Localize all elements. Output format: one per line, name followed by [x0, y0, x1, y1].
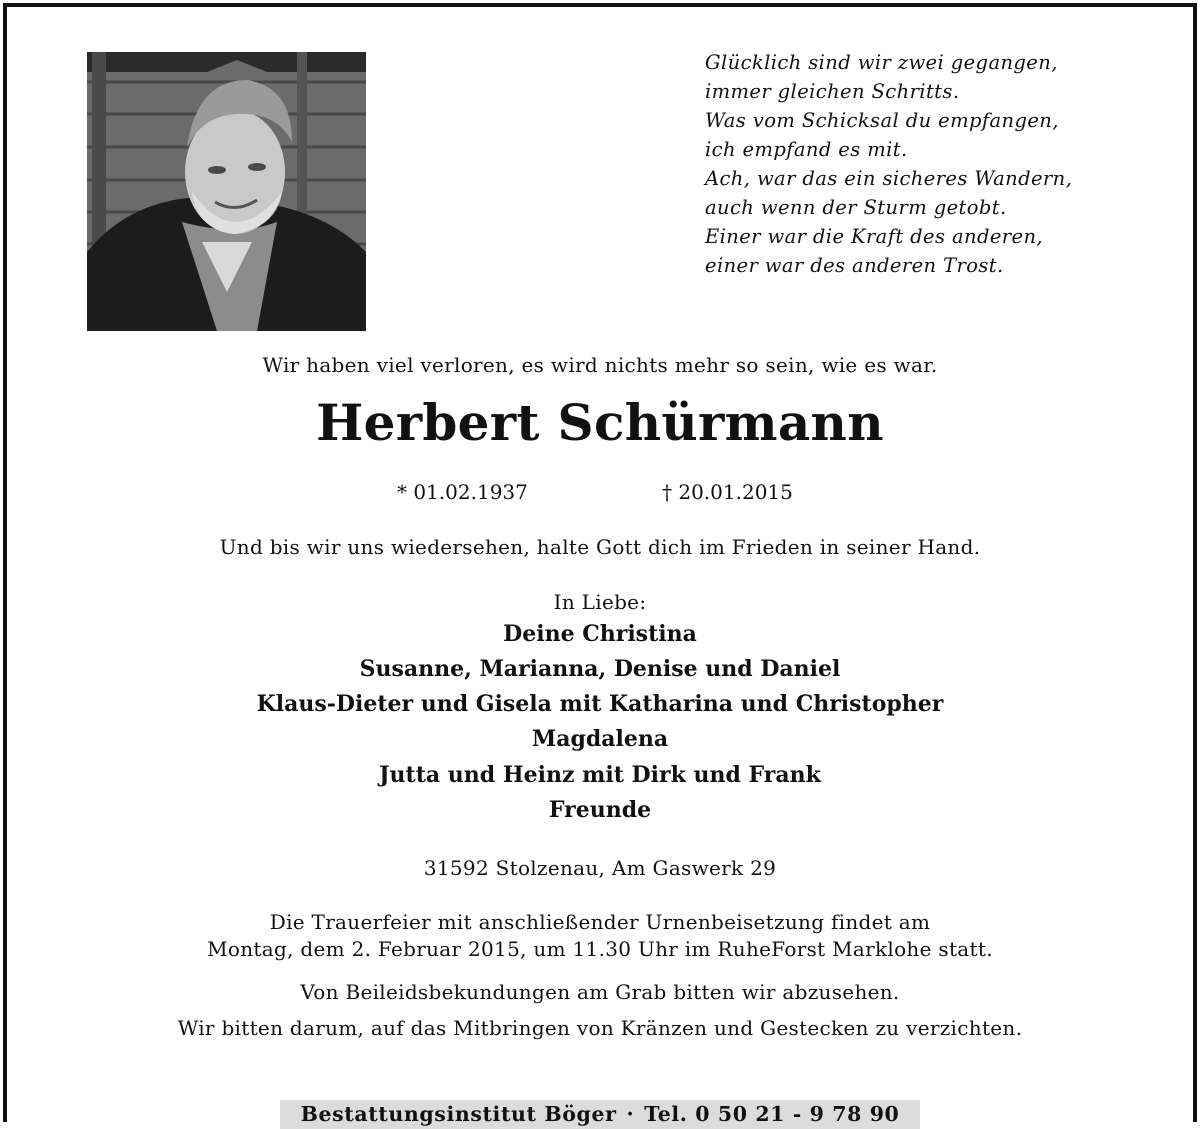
intro-text: Wir haben viel verloren, es wird nichts mehr so sein, wie es war.	[262, 353, 938, 377]
footer-separator: ·	[626, 1102, 635, 1126]
portrait-photo	[87, 52, 366, 331]
ceremony-line: Die Trauerfeier mit anschließender Urnenbeisetzung findet am	[269, 910, 931, 934]
poem-line: Ach, war das ein sicheres Wandern,	[705, 167, 1073, 190]
mourner-line: Freunde	[548, 797, 652, 823]
mourner-line: Klaus-Dieter und Gisela mit Katharina und Christopher	[256, 691, 944, 717]
birth-date: * 01.02.1937	[397, 480, 528, 504]
poem-line: immer gleichen Schritts.	[705, 80, 960, 103]
mourner-line: Jutta und Heinz mit Dirk und Frank	[379, 762, 821, 788]
funeral-home-name: Bestattungsinstitut Böger	[300, 1102, 617, 1126]
mourner-line: Magdalena	[531, 726, 669, 752]
mourners-label: In Liebe:	[553, 590, 647, 614]
condolence-note: Von Beileidsbekundungen am Grab bitten wir abzusehen.	[300, 980, 900, 1004]
poem-line: einer war des anderen Trost.	[705, 254, 1004, 277]
deceased-name: Herbert Schürmann	[316, 393, 884, 452]
poem-line: ich empfand es mit.	[705, 138, 908, 161]
death-date: † 20.01.2015	[662, 480, 793, 504]
wreath-note: Wir bitten darum, auf das Mitbringen von Kränzen und Gestecken zu verzichten.	[177, 1016, 1023, 1040]
poem-line: Einer war die Kraft des anderen,	[705, 225, 1044, 248]
funeral-home-phone: Tel. 0 50 21 - 9 78 90	[644, 1102, 900, 1126]
funeral-home-bar	[280, 1100, 920, 1129]
ceremony-line: Montag, dem 2. Februar 2015, um 11.30 Uhr im RuheForst Marklohe statt.	[207, 937, 993, 961]
poem-line: Was vom Schicksal du empfangen,	[705, 109, 1059, 132]
poem-line: Glücklich sind wir zwei gegangen,	[705, 51, 1058, 74]
poem	[705, 48, 1165, 280]
portrait-image	[87, 52, 366, 331]
farewell-text: Und bis wir uns wiedersehen, halte Gott dich im Frieden in seiner Hand.	[219, 535, 981, 559]
address: 31592 Stolzenau, Am Gaswerk 29	[423, 856, 777, 880]
poem-line: auch wenn der Sturm getobt.	[705, 196, 1007, 219]
mourner-line: Deine Christina	[503, 621, 697, 647]
mourner-line: Susanne, Marianna, Denise und Daniel	[359, 656, 841, 682]
